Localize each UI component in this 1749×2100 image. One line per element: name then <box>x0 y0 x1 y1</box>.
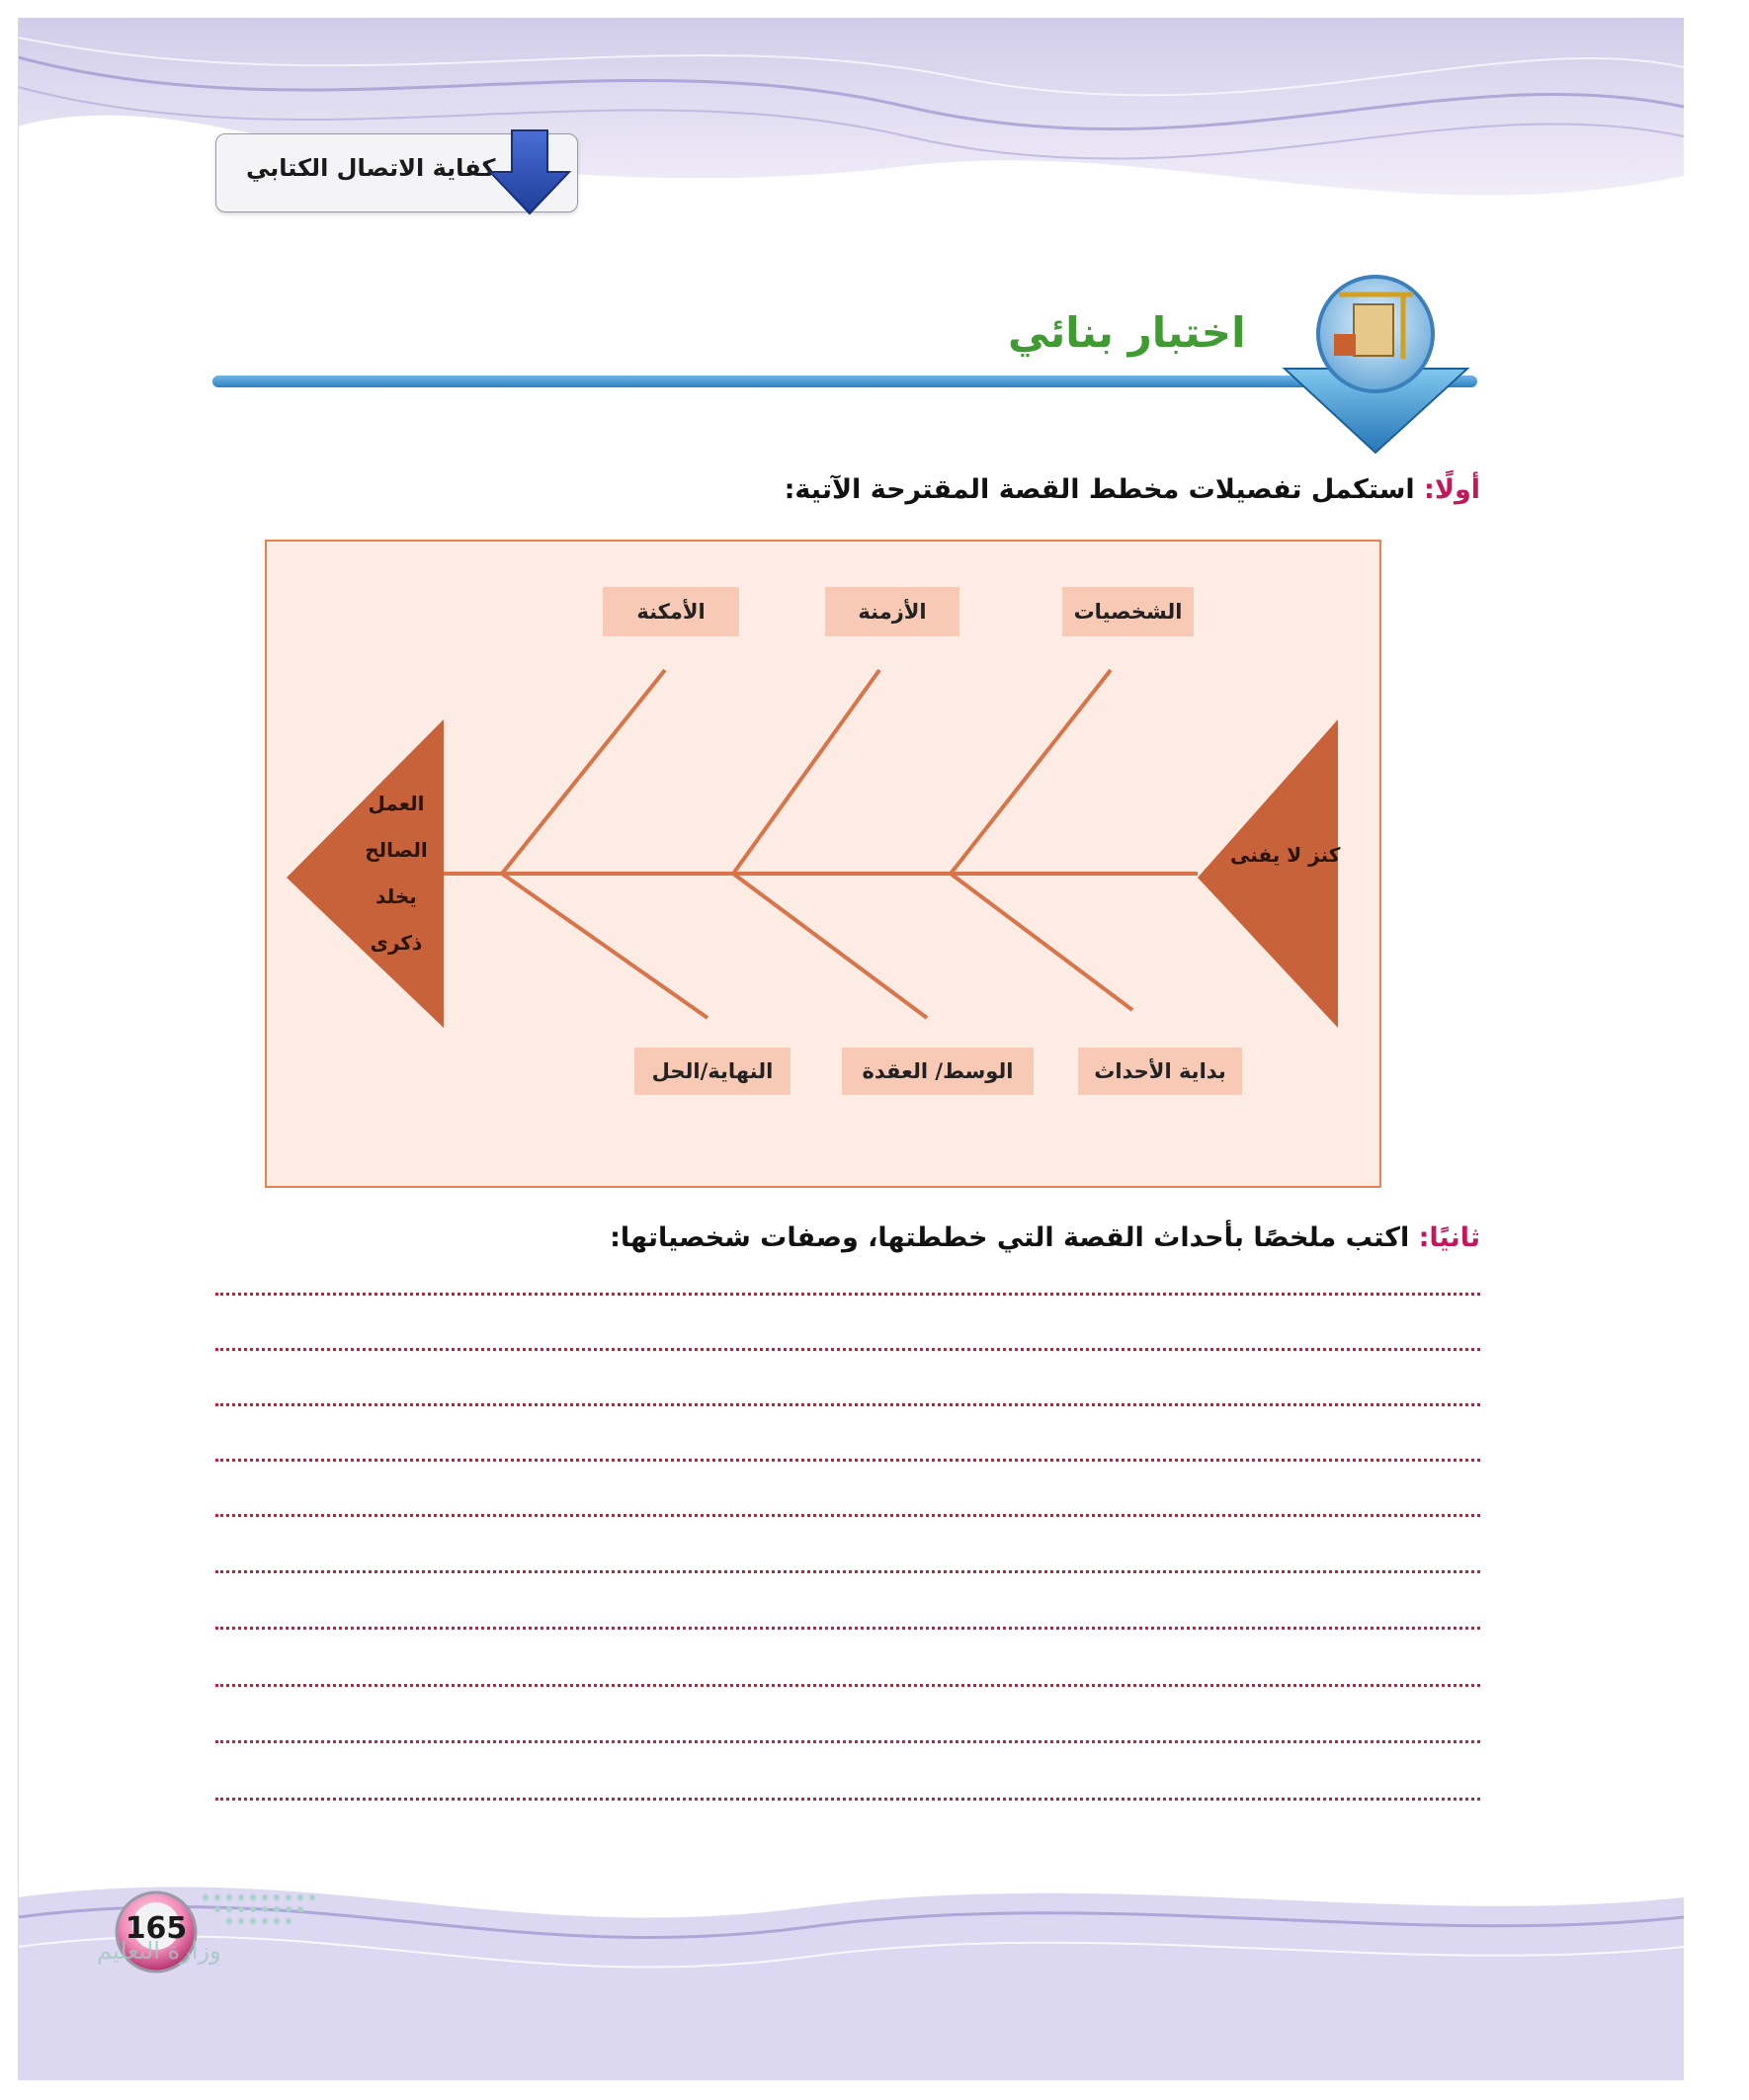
tail-label <box>352 781 441 966</box>
writing-line[interactable] <box>215 1684 1480 1687</box>
writing-line[interactable] <box>215 1798 1480 1801</box>
head-label: كنز لا يفنى <box>1230 843 1341 867</box>
tail-label-line: العمل <box>368 792 425 815</box>
label-middle: الوسط/ العقدة <box>842 1048 1034 1095</box>
page-number: 165 <box>125 1911 188 1946</box>
fishbone-diagram <box>265 540 1381 1188</box>
tail-label-line: الصالح <box>365 838 428 862</box>
writing-line[interactable] <box>215 1348 1480 1351</box>
bone-characters <box>951 670 1111 874</box>
tail-label-line: ذكرى <box>370 931 423 955</box>
bone-places <box>502 670 665 874</box>
head-triangle <box>1198 719 1341 1028</box>
writing-line[interactable] <box>215 1740 1480 1743</box>
ministry-logo-icon <box>198 1890 320 1933</box>
question-2-lead: ثانيًا: <box>1418 1222 1480 1253</box>
question-2 <box>610 1222 1480 1253</box>
ministry-watermark: وزارة التعليم <box>97 1937 221 1965</box>
writing-line[interactable] <box>215 1293 1480 1296</box>
bone-times <box>733 670 879 874</box>
bone-ending <box>502 874 708 1018</box>
writing-line[interactable] <box>215 1403 1480 1406</box>
label-times: الأزمنة <box>825 587 959 636</box>
label-characters: الشخصيات <box>1062 587 1194 636</box>
bone-beginning <box>951 874 1132 1010</box>
question-2-text: اكتب ملخصًا بأحداث القصة التي خططتها، وصفات شخصياتها: <box>610 1222 1419 1253</box>
question-1 <box>785 474 1480 505</box>
construction-crane-icon <box>1265 265 1487 462</box>
writing-line[interactable] <box>215 1570 1480 1573</box>
writing-line[interactable] <box>215 1514 1480 1517</box>
down-arrow-icon <box>484 126 575 217</box>
label-beginning: بداية الأحداث <box>1078 1048 1242 1095</box>
writing-line[interactable] <box>215 1459 1480 1462</box>
label-places: الأمكنة <box>603 587 739 636</box>
tail-label-line: يخلد <box>375 884 417 908</box>
writing-line[interactable] <box>215 1627 1480 1630</box>
question-1-lead: أولًا: <box>1424 474 1480 505</box>
question-1-text: استكمل تفصيلات مخطط القصة المقترحة الآتية: <box>784 474 1425 505</box>
section-title: اختبار بنائي <box>1008 308 1246 357</box>
bone-middle <box>733 874 927 1018</box>
header-tab-label: كفاية الاتصال الكتابي <box>246 154 496 182</box>
label-ending: النهاية/الحل <box>634 1048 791 1095</box>
